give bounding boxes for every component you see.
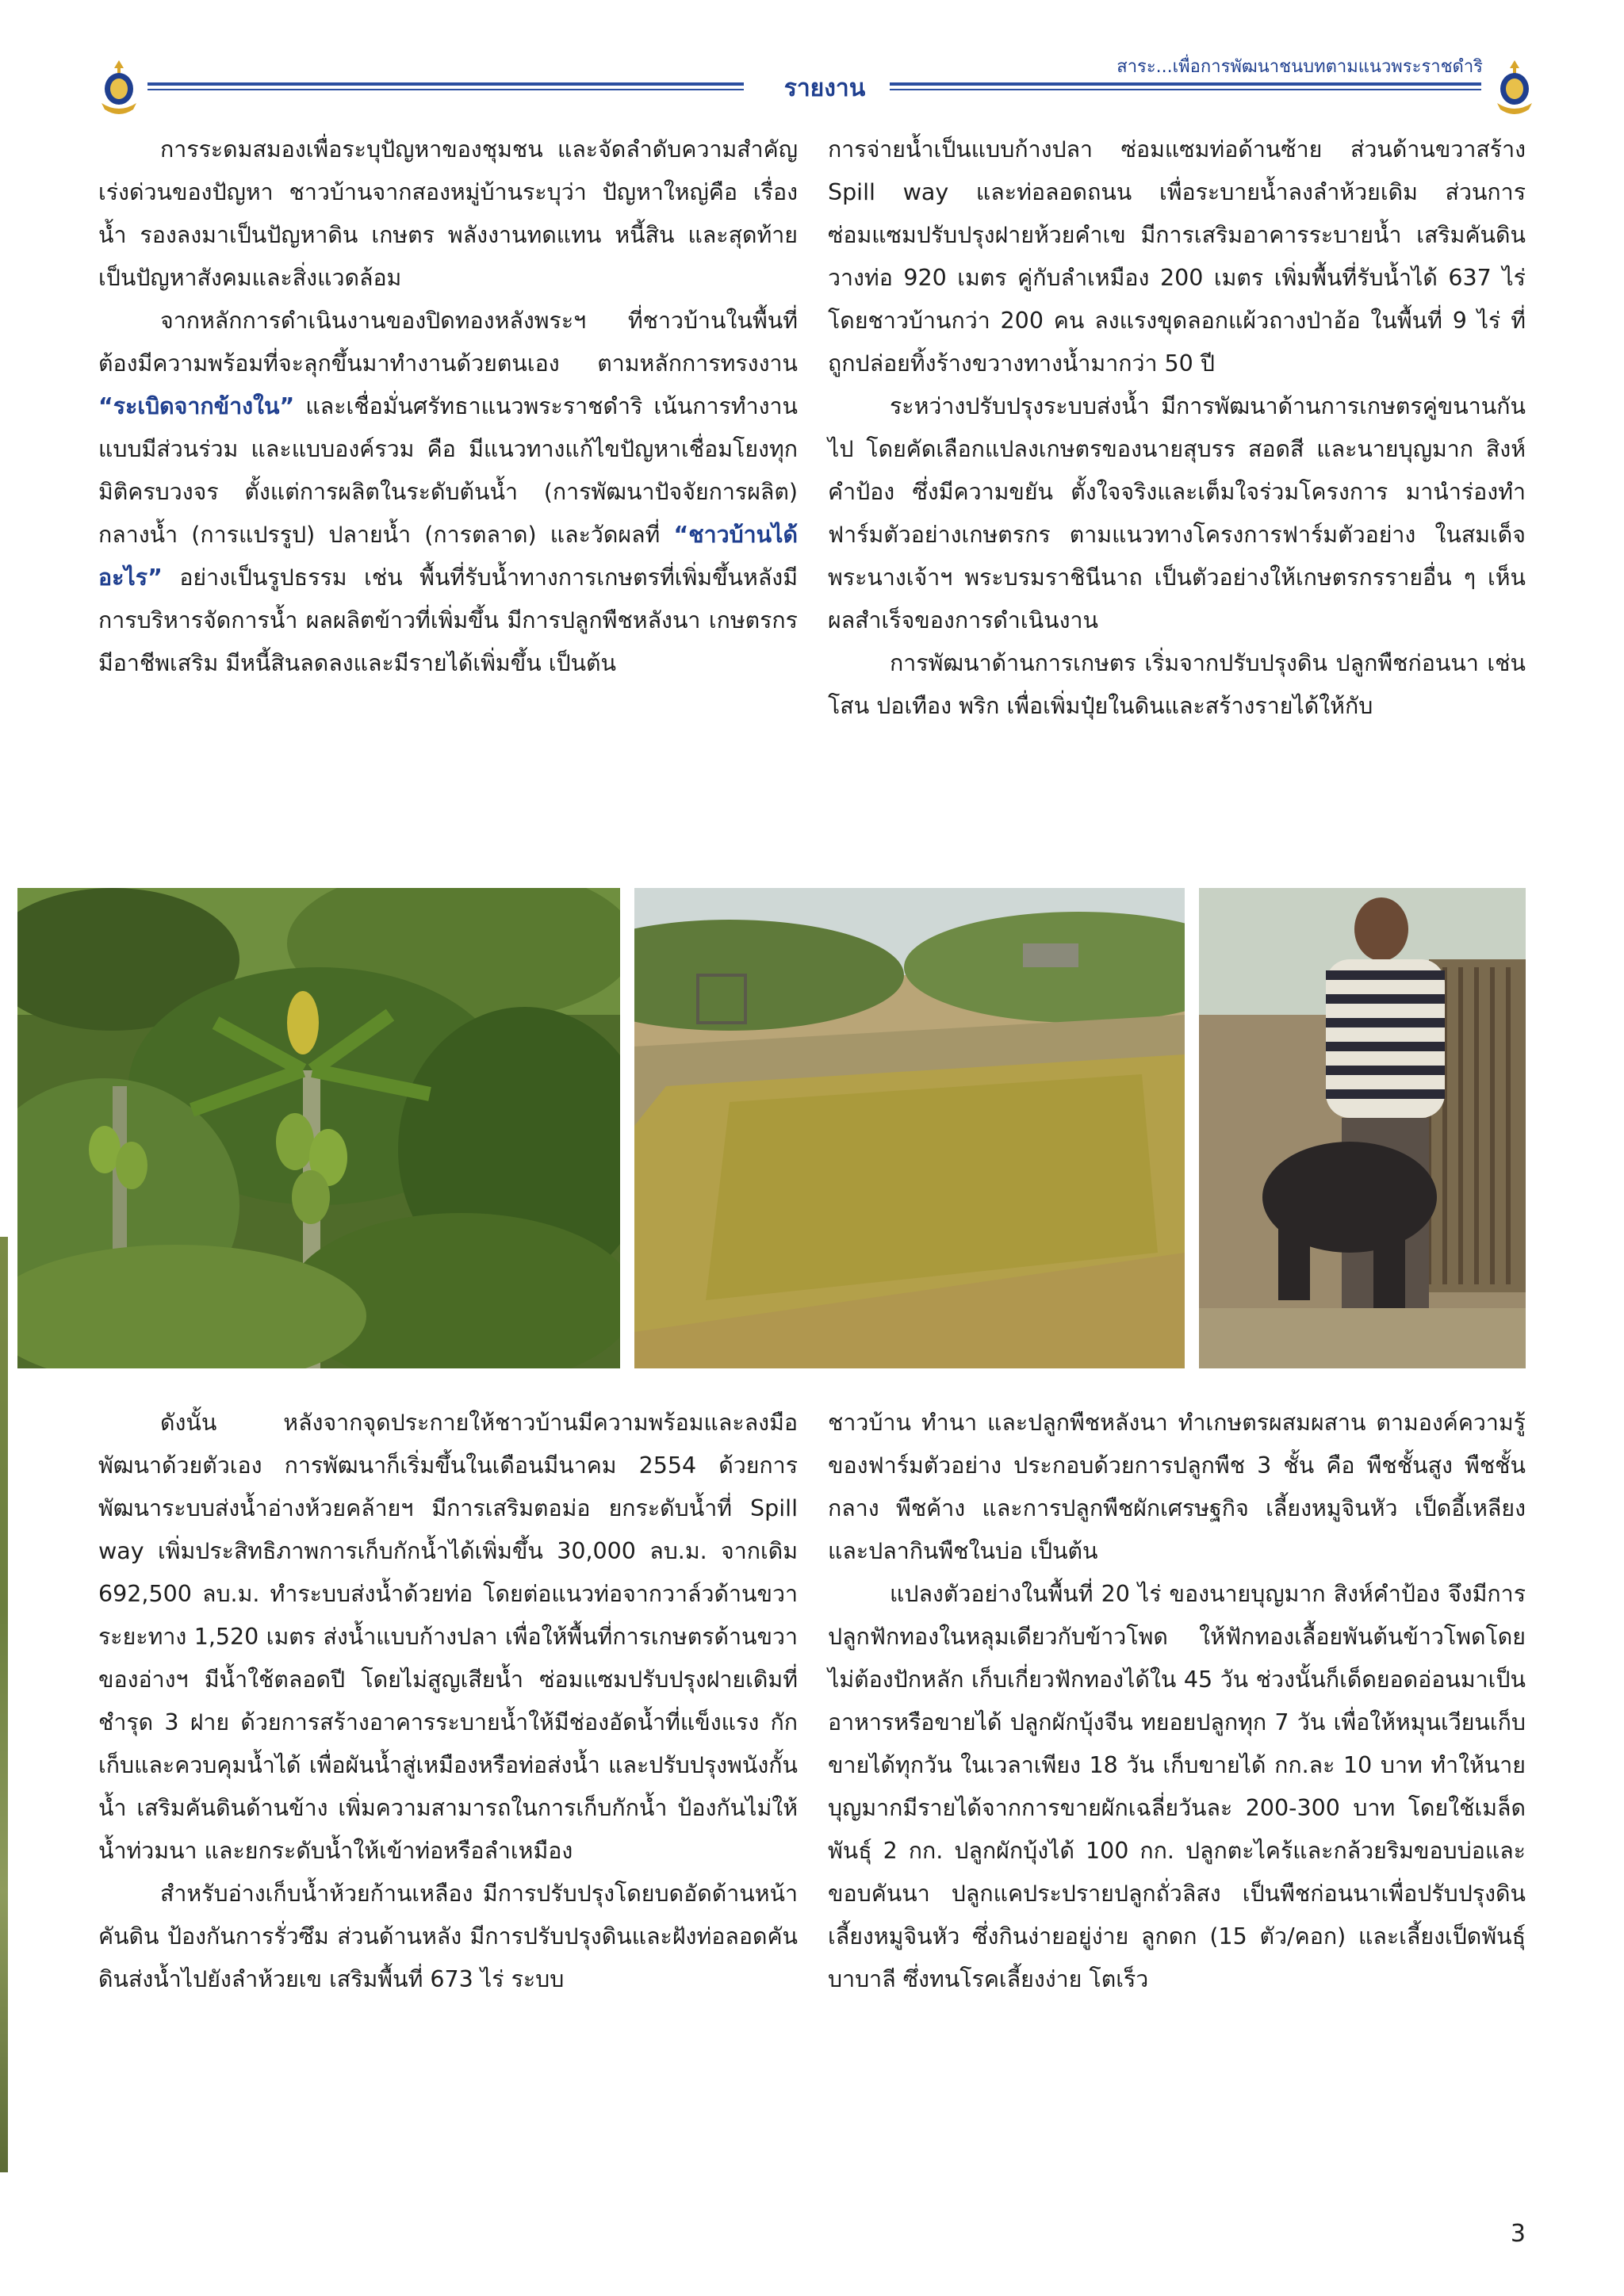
paragraph: ระหว่างปรับปรุงระบบส่งน้ำ มีการพัฒนาด้านการเกษตรคู่ขนานกันไป โดยคัดเลือกแปลงเกษตรของนายสุบรร สอดสี และนายบุญมาก สิงห์คำป้อง ซึ่งมีความขยัน ตั้งใจจริงและเต็มใจร่วมโครงการ มานำร่องทำฟาร์มตัวอย่างเกษตรกร ตามแนวทางโครงการฟาร์มตัวอย่าง ในสมเด็จพระนางเจ้าฯ พระบรมราชินีนาถ เป็นตัวอย่างให้เกษตรกรรายอื่น ๆ เห็นผลสำเร็จของการดำเนินงาน	[828, 393, 1526, 633]
paragraph	[98, 300, 798, 685]
reservoir-pond-photo	[634, 888, 1185, 1368]
header-rule-left	[147, 82, 744, 86]
woman-with-pig-icon	[1199, 888, 1526, 1368]
royal-emblem-icon	[97, 57, 141, 119]
paragraph: สำหรับอ่างเก็บน้ำห้วยก้านเหลือง มีการปรับปรุงโดยบดอัดด้านหน้าคันดิน ป้องกันการรั่วซึม ส่วนด้านหลัง มีการปรับปรุงดินและฝังท่อลอดคันดินส่งน้ำไปยังลำห้วยเข เสริมพื้นที่ 673 ไร่ ระบบ	[98, 1881, 798, 1992]
paragraph: แปลงตัวอย่างในพื้นที่ 20 ไร่ ของนายบุญมาก สิงห์คำป้อง จึงมีการปลูกฟักทองในหลุมเดียวกับข้าวโพด ให้ฟักทองเลื้อยพันต้นข้าวโพดโดยไม่ต้องปักหลัก เก็บเกี่ยวฟักทองได้ใน 45 วัน ช่วงนั้นก็เด็ดยอดอ่อนมาเป็นอาหารหรือขายได้ ปลูกผักบุ้งจีน ทยอยปลูกทุก 7 วัน เพื่อให้หมุนเวียนเก็บขายได้ทุกวัน ในเวลาเพียง 18 วัน เก็บขายได้ กก.ละ 10 บาท ทำให้นายบุญมากมีรายได้จากการขายผักเฉลี่ยวันละ 200-300 บาท โดยใช้เมล็ดพันธุ์ 2 กก. ปลูกผักบุ้งได้ 100 กก. ปลูกตะไคร้และกล้วยริมขอบบ่อและขอบคันนา ปลูกแคประปรายปลูกถั่วลิสง เป็นพืชก่อนนาเพื่อปรับปรุงดิน เลี้ยงหมูจินหัว ซึ่งกินง่ายอยู่ง่าย ลูกดก (15 ตัว/คอก) และเลี้ยงเป็ดพันธุ์บาบาลี ซึ่งทนโรคเลี้ยงง่าย โตเร็ว	[828, 1581, 1526, 1992]
papaya-tree-photo	[17, 888, 620, 1368]
series-title: สาระ...เพื่อการพัฒนาชนบทตามแนวพระราชดำริ	[1116, 57, 1483, 77]
section-label: รายงาน	[783, 75, 866, 102]
paragraph: การระดมสมองเพื่อระบุปัญหาของชุมชน และจัดลำดับความสำคัญเร่งด่วนของปัญหา ชาวบ้านจากสองหมู่บ้านระบุว่า ปัญหาใหญ่คือ เรื่องน้ำ รองลงมาเป็นปัญหาดิน เกษตร พลังงานทดแทน หนี้สิน และสุดท้ายเป็นปัญหาสังคมและสิ่งแวดล้อม	[98, 136, 798, 291]
column-top-left	[98, 128, 798, 858]
paragraph: ชาวบ้าน ทำนา และปลูกพืชหลังนา ทำเกษตรผสมผสาน ตามองค์ความรู้ของฟาร์มตัวอย่าง ประกอบด้วยการปลูกพืช 3 ชั้น คือ พืชชั้นสูง พืชชั้นกลาง พืชค้าง และการปลูกพืชผักเศรษฐกิจ เลี้ยงหมูจินหัว เป็ดอี้เหลียง และปลากินพืชในบ่อ เป็นต้น	[828, 1410, 1526, 1564]
paragraph-text: และเชื่อมั่นศรัทธาแนวพระราชดำริ เน้นการทำงานแบบมีส่วนร่วม และแบบองค์รวม คือ มีแนวทางแก้ไขปัญหาเชื่อมโยงทุกมิติครบวงจร ตั้งแต่การผลิตในระดับต้นน้ำ (การพัฒนาปัจจัยการผลิต) กลางน้ำ (การแปรรูป) ปลายน้ำ (การตลาด) และวัดผลที่	[98, 393, 798, 548]
highlight-quote: “ชาวบ้านได้อะไร”	[98, 522, 798, 591]
page-number: 3	[1510, 2220, 1526, 2248]
header-rule-right	[890, 82, 1481, 86]
reservoir-pond-icon	[634, 888, 1185, 1368]
header-rule-left-thin	[147, 89, 744, 90]
header-rule-right-thin	[890, 89, 1481, 90]
paragraph-text: จากหลักการดำเนินงานของปิดทองหลังพระฯ ที่ชาวบ้านในพื้นที่ต้องมีความพร้อมที่จะลุกขึ้นมาทำงานด้วยตนเอง ตามหลักการทรงงาน	[98, 308, 798, 377]
column-bottom-left	[98, 1402, 798, 2195]
paragraph: ดังนั้น หลังจากจุดประกายให้ชาวบ้านมีความพร้อมและลงมือพัฒนาด้วยตัวเอง การพัฒนาก็เริ่มขึ้นในเดือนมีนาคม 2554 ด้วยการพัฒนาระบบส่งน้ำอ่างห้วยคล้ายฯ มีการเสริมตอม่อ ยกระดับน้ำที่ Spill way เพิ่มประสิทธิภาพการเก็บกักน้ำได้เพิ่มขึ้น 30,000 ลบ.ม. จากเดิม 692,500 ลบ.ม. ทำระบบส่งน้ำด้วยท่อ โดยต่อแนวท่อจากวาล์วด้านขวา ระยะทาง 1,520 เมตร ส่งน้ำแบบก้างปลา เพื่อให้พื้นที่การเกษตรด้านขวาของอ่างฯ มีน้ำใช้ตลอดปี โดยไม่สูญเสียน้ำ ซ่อมแซมปรับปรุงฝายเดิมที่ชำรุด 3 ฝาย ด้วยการสร้างอาคารระบายน้ำให้มีช่องอัดน้ำที่แข็งแรง กักเก็บและควบคุมน้ำได้ เพื่อผันน้ำสู่เหมืองหรือท่อส่งน้ำ และปรับปรุงพนังกั้นน้ำ เสริมคันดินด้านข้าง เพิ่มความสามารถในการเก็บกักน้ำ ป้องกันไม่ให้น้ำท่วมนา และยกระดับน้ำให้เข้าท่อหรือลำเหมือง	[98, 1410, 798, 1864]
page-header	[0, 0, 1624, 119]
page-edge-strip	[0, 1237, 8, 2172]
paragraph: การจ่ายน้ำเป็นแบบก้างปลา ซ่อมแซมท่อด้านซ้าย ส่วนด้านขวาสร้าง Spill way และท่อลอดถนน เพื่อระบายน้ำลงลำห้วยเดิม ส่วนการซ่อมแซมปรับปรุงฝายห้วยคำเข มีการเสริมอาคารระบายน้ำ เสริมคันดิน วางท่อ 920 เมตร คู่กับลำเหมือง 200 เมตร เพิ่มพื้นที่รับน้ำได้ 637 ไร่ โดยชาวบ้านกว่า 200 คน ลงแรงขุดลอกแผ้วถางป่าอ้อ ในพื้นที่ 9 ไร่ ที่ถูกปล่อยทิ้งร้างขวางทางน้ำมากว่า 50 ปี	[828, 136, 1526, 377]
paragraph: การพัฒนาด้านการเกษตร เริ่มจากปรับปรุงดิน ปลูกพืชก่อนนา เช่น โสน ปอเทือง พริก เพื่อเพิ่มปุ๋ยในดินและสร้างรายได้ให้กับ	[828, 650, 1526, 719]
column-bottom-right	[828, 1402, 1526, 2195]
papaya-tree-icon	[17, 888, 620, 1368]
paragraph-text: อย่างเป็นรูปธรรม เช่น พื้นที่รับน้ำทางการเกษตรที่เพิ่มขึ้นหลังมีการบริหารจัดการน้ำ ผลผลิตข้าวที่เพิ่มขึ้น มีการปลูกพืชหลังนา เกษตรกรมีอาชีพเสริม มีหนี้สินลดลงและมีรายได้เพิ่มขึ้น เป็นต้น	[98, 564, 798, 676]
column-top-right	[828, 128, 1526, 858]
woman-with-pig-photo	[1199, 888, 1526, 1368]
royal-emblem-icon	[1492, 57, 1537, 119]
highlight-quote: “ระเบิดจากข้างใน”	[98, 393, 295, 419]
